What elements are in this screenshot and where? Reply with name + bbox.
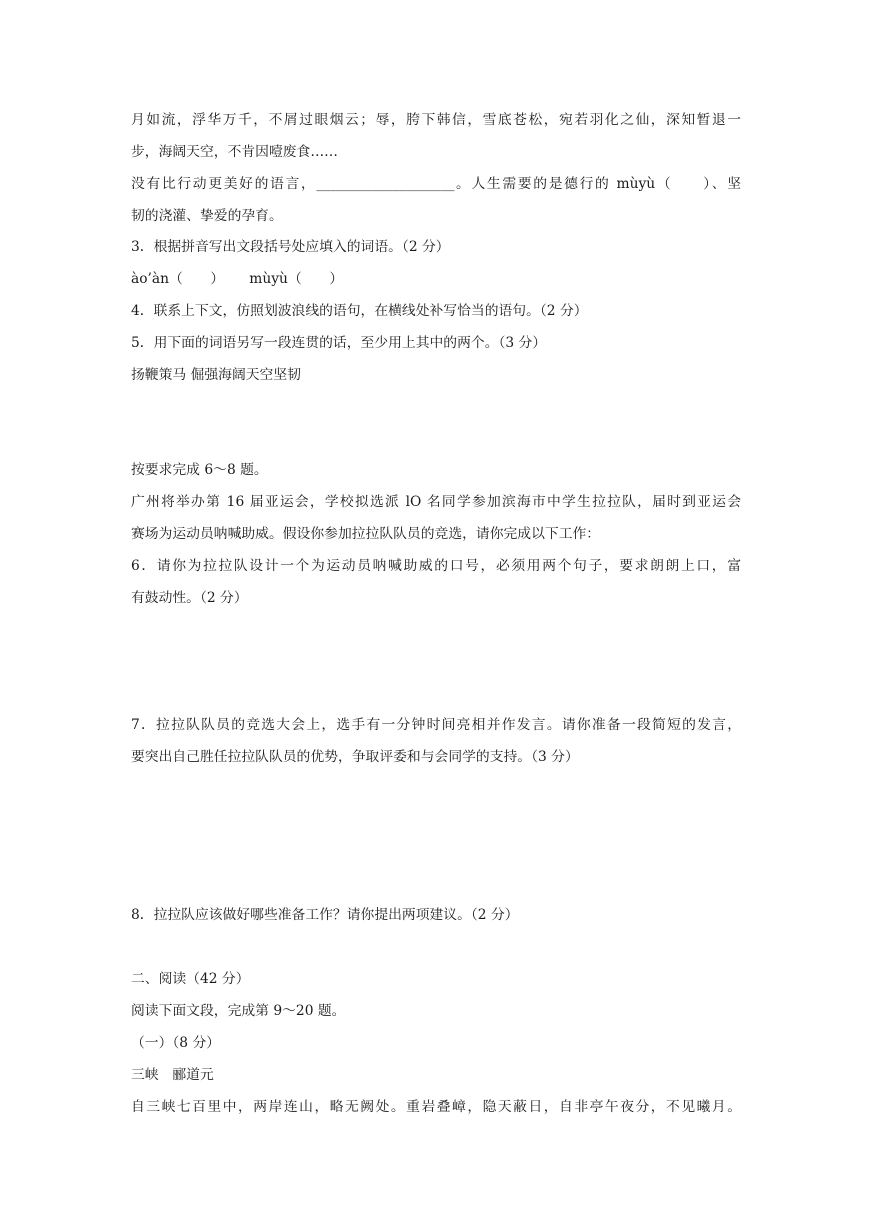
question-4: 4．联系上下文，仿照划波浪线的语句，在横线处补写恰当的语句。（2 分） [131, 303, 588, 319]
question-3: 3．根据拼音写出文段括号处应填入的词语。（2 分） [131, 239, 450, 255]
scenario-line: 赛场为运动员呐喊助威。假设你参加拉拉队队员的竞选，请你完成以下工作： [131, 526, 601, 542]
text-title: 三峡 郦道元 [131, 1067, 214, 1083]
question-5: 5．用下面的词语另写一段连贯的话，至少用上其中的两个。（3 分） [131, 335, 547, 351]
question-6: 6．请你为拉拉队设计一个为运动员呐喊助威的口号，必须用两个句子，要求朗朗上口，富 [131, 558, 741, 574]
text-line: 自三峡七百里中，两岸连山，略无阙处。重岩叠嶂，隐天蔽日，自非亭午夜分，不见曦月。 [131, 1099, 741, 1115]
scenario-line: 广州将举办第 16 届亚运会，学校拟选派 lO 名同学参加滨海市中学生拉拉队，届时到亚运会 [131, 494, 741, 510]
subsection-heading: （一）（8 分） [131, 1035, 221, 1051]
reading-instruction: 阅读下面文段，完成第 9～20 题。 [131, 1003, 346, 1019]
passage-line: 步，海阔天空，不肯因噎废食…… [131, 144, 338, 160]
question-8: 8．拉拉队应该做好哪些准备工作？请你提出两项建议。（2 分） [131, 907, 519, 923]
question-7: 7．拉拉队队员的竞选大会上，选手有一分钟时间亮相并作发言。请你准备一段简短的发言， [131, 717, 741, 733]
question-3-answer-line: ào’àn（ ） mùyù（ ） [131, 271, 344, 287]
section-heading-reading: 二、阅读（42 分） [131, 971, 250, 987]
passage-line: 没有比行动更美好的语言，____________________。人生需要的是德行的 mùyù（ ）、坚 [131, 176, 741, 192]
question-6-cont: 有鼓动性。（2 分） [131, 590, 248, 606]
passage-line: 月如流，浮华万千，不屑过眼烟云；辱，胯下韩信，雪底苍松，宛若羽化之仙，深知暂退一 [131, 112, 741, 128]
question-5-words: 扬鞭策马 倔强海阔天空坚韧 [131, 367, 301, 383]
passage-line: 韧的浇灌、挚爱的孕育。 [131, 208, 283, 224]
section-intro: 按要求完成 6～8 题。 [131, 462, 268, 478]
question-7-cont: 要突出自己胜任拉拉队队员的优势，争取评委和与会同学的支持。（3 分） [131, 749, 579, 765]
